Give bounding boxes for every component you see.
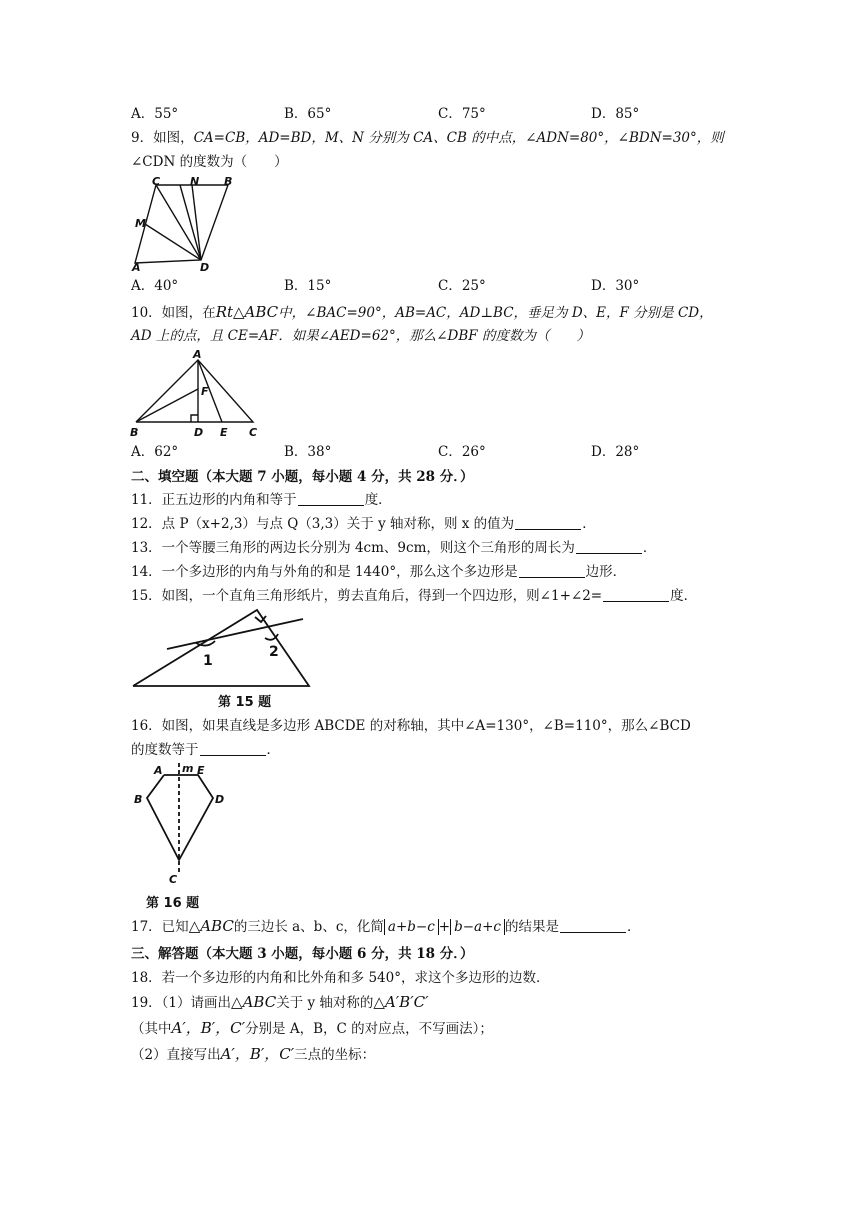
q14-text: 14．一个多边形的内角与外角的和是 1440°，那么这个多边形是 xyxy=(131,564,518,580)
q13 xyxy=(131,538,656,558)
q17-triangle: △ABC xyxy=(188,917,234,935)
q9-label-c: C xyxy=(152,175,161,188)
q14-answer-blank xyxy=(519,563,585,578)
q16-figure xyxy=(131,763,231,888)
q10-conditions: 中，∠BAC=90°，AB=AC，AD⊥BC，垂足为 D、E，F 分别是 CD， xyxy=(278,305,713,321)
q10-label-c: C xyxy=(249,426,258,439)
q9-label-d: D xyxy=(200,261,210,274)
q17-abs-expr-2: b−a+c xyxy=(450,919,505,935)
q12-text: 12．点 P（x+2,3）与点 Q（3,3）关于 y 轴对称，则 x 的值为 xyxy=(131,516,515,532)
q18: 18．若一个多边形的内角和比外角和多 540°，求这个多边形的边数． xyxy=(131,970,550,986)
q10-figure xyxy=(128,347,263,439)
q16-text: 的度数等于 xyxy=(131,742,199,758)
q19-line2 xyxy=(131,1018,493,1039)
q10-label-b: B xyxy=(130,426,139,439)
q9-label-m: M xyxy=(135,217,146,230)
q9-conditions: CA=CB，AD=BD，M、N 分别为 CA、CB 的中点，∠ADN=80°，∠BDN=30°，则 xyxy=(193,130,724,146)
q9-stem-line2: ∠CDN 的度数为（ ） xyxy=(131,154,288,170)
q17-text-2: 的结果是 xyxy=(504,919,559,935)
q15-caption: 第 15 题 xyxy=(218,695,272,710)
q9-option-c: C．25° xyxy=(438,278,486,294)
q10-label-d: D xyxy=(194,426,204,439)
q19-part1-text: 关于 y 轴对称的 xyxy=(276,995,374,1011)
q9-label-a: A xyxy=(132,261,141,274)
q19-note-text: 分别是 A，B，C 的对应点，不写画法）； xyxy=(245,1021,493,1037)
q17-plus: + xyxy=(438,919,451,935)
q17-answer-blank xyxy=(560,918,626,933)
q19-part2-text: 三点的坐标： xyxy=(294,1047,376,1063)
q19-points-2: A′，B′，C′ xyxy=(220,1045,295,1063)
q13-suffix: ． xyxy=(642,540,657,556)
q15-text: 15．如图，一个直角三角形纸片，剪去直角后，得到一个四边形，则∠1+∠2= xyxy=(131,588,603,604)
q9-figure xyxy=(131,175,233,274)
q16-label-d: D xyxy=(215,793,225,806)
q16-label-m: m xyxy=(182,762,194,775)
q10-option-a: A．62° xyxy=(131,444,179,460)
q8-option-c: C．75° xyxy=(438,106,486,122)
q10-stem-line2: AD 上的点，且 CE=AF．如果∠AED=62°，那么∠DBF 的度数为（ ） xyxy=(131,328,590,344)
q9-option-b: B．15° xyxy=(284,278,332,294)
q15 xyxy=(131,586,697,606)
q12-suffix: ． xyxy=(582,516,596,532)
q15-angle1-label: 1 xyxy=(203,653,213,669)
q9-label-n: N xyxy=(190,175,200,188)
q13-text: 13．一个等腰三角形的两边长分别为 4cm、9cm，则这个三角形的周长为 xyxy=(131,540,575,556)
q10-number: 10．如图，在 xyxy=(131,305,216,321)
q10-label-e: E xyxy=(220,426,228,439)
q10-option-c: C．26° xyxy=(438,444,486,460)
q9-number: 9．如图， xyxy=(131,130,194,146)
q8-option-d: D．85° xyxy=(591,106,640,122)
q8-option-a: A．55° xyxy=(131,106,179,122)
q15-answer-blank xyxy=(603,587,669,602)
q16-label-e: E xyxy=(197,764,205,777)
q16-answer-blank xyxy=(200,741,266,756)
q17-number: 17．已知 xyxy=(131,919,189,935)
q12-answer-blank xyxy=(515,515,581,530)
section2-heading: 二、填空题（本大题 7 小题，每小题 4 分，共 28 分．） xyxy=(131,469,474,485)
q10-option-b: B．38° xyxy=(284,444,332,460)
q9-option-a: A．40° xyxy=(131,278,179,294)
q19-line3 xyxy=(131,1044,375,1065)
q8-option-b: B．65° xyxy=(284,106,332,122)
q16-label-c: C xyxy=(169,873,178,886)
q19-points: A′，B′，C′ xyxy=(171,1019,246,1037)
q9-option-d: D．30° xyxy=(591,278,640,294)
q16-suffix: ． xyxy=(266,742,280,758)
section3-heading: 三、解答题（本大题 3 小题，每小题 6 分，共 18 分．） xyxy=(131,946,474,962)
q10-label-f: F xyxy=(201,385,209,398)
q15-suffix: 度． xyxy=(670,588,698,604)
q17-text: 的三边长 a、b、c，化简 xyxy=(233,919,384,935)
q16-label-a: A xyxy=(154,764,163,777)
q17-abs-expr-1: a+b−c xyxy=(384,919,439,935)
q11 xyxy=(131,490,392,510)
q14 xyxy=(131,562,626,582)
q16-label-b: B xyxy=(134,793,143,806)
q16-line2 xyxy=(131,740,280,760)
q10-stem-line1 xyxy=(131,302,713,323)
q19-image-triangle: △A′B′C′ xyxy=(373,993,429,1011)
q17 xyxy=(131,916,640,937)
q9-label-b: B xyxy=(224,175,233,188)
q19-triangle: △ABC xyxy=(231,993,277,1011)
q11-text: 11．正五边形的内角和等于 xyxy=(131,492,297,508)
q15-figure xyxy=(131,607,311,687)
q15-angle2-label: 2 xyxy=(269,644,279,660)
q12 xyxy=(131,514,596,534)
q13-answer-blank xyxy=(576,539,642,554)
q19-part1-intro: 19．（1）请画出 xyxy=(131,995,232,1011)
q19-note-open: （其中 xyxy=(131,1021,172,1037)
q17-suffix: ． xyxy=(626,919,641,935)
q16-line1: 16．如图，如果直线是多边形 ABCDE 的对称轴，其中∠A=130°，∠B=110°，那么∠BCD xyxy=(131,718,691,734)
q11-answer-blank xyxy=(298,491,364,506)
q14-suffix: 边形． xyxy=(585,564,627,580)
q9-stem-line1 xyxy=(131,128,724,148)
q19-line1 xyxy=(131,992,429,1013)
q11-suffix: 度． xyxy=(364,492,392,508)
q10-option-d: D．28° xyxy=(591,444,640,460)
q10-triangle: Rt△ABC xyxy=(215,303,279,321)
q10-label-a: A xyxy=(193,348,202,361)
q19-part2-intro: （2）直接写出 xyxy=(131,1047,221,1063)
q16-caption: 第 16 题 xyxy=(146,896,200,911)
